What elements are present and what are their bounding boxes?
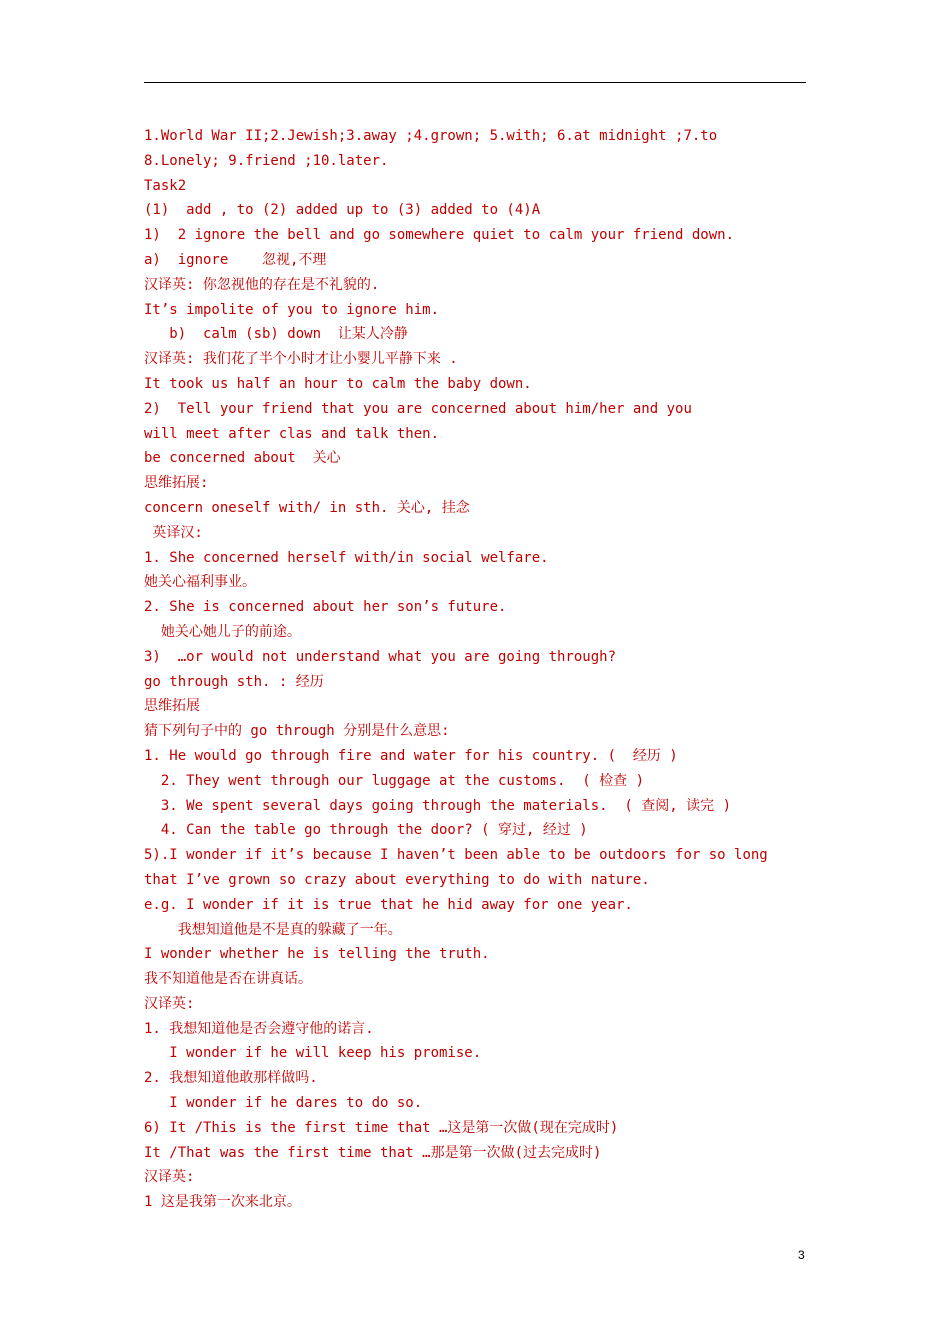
text-line: will meet after clas and talk then.	[144, 425, 440, 442]
text-line: It /That was the first time that …那是第一次做(过去完成时)	[144, 1144, 602, 1161]
text-line: 5).I wonder if it’s because I haven’t been able to be outdoors for so long	[144, 847, 768, 864]
text-line: 猜下列句子中的 go through 分别是什么意思:	[144, 723, 450, 740]
text-line: 2) Tell your friend that you are concerned about him/her and you	[144, 400, 692, 417]
text-line: 思维拓展	[144, 698, 200, 715]
text-line: 2. 我想知道他敢那样做吗.	[144, 1070, 318, 1087]
text-line: 汉译英:	[144, 1169, 195, 1186]
text-line: It’s impolite of you to ignore him.	[144, 301, 440, 318]
text-line: I wonder whether he is telling the truth.	[144, 946, 490, 963]
text-line: It took us half an hour to calm the baby down.	[144, 375, 532, 392]
text-line: 汉译英: 我们花了半个小时才让小婴儿平静下来 .	[144, 351, 458, 368]
text-line: e.g. I wonder if it is true that he hid away for one year.	[144, 896, 633, 913]
page-number: 3	[798, 1248, 805, 1262]
text-line: 思维拓展:	[144, 475, 209, 492]
text-line: 2. She is concerned about her son’s future.	[144, 599, 507, 616]
text-line: b) calm (sb) down 让某人冷静	[144, 326, 408, 343]
text-line: 我想知道他是不是真的躲藏了一年。	[144, 921, 402, 938]
text-line: 3. We spent several days going through the materials. ( 查阅, 读完 )	[144, 797, 732, 814]
text-line: 她关心她儿子的前途。	[144, 623, 301, 640]
text-line: 1 这是我第一次来北京。	[144, 1194, 301, 1211]
text-line: 汉译英:	[144, 995, 195, 1012]
text-line: be concerned about 关心	[144, 450, 341, 467]
text-line: 8.Lonely; 9.friend ;10.later.	[144, 152, 389, 169]
text-line: 1) 2 ignore the bell and go somewhere quiet to calm your friend down.	[144, 227, 735, 244]
text-line: concern oneself with/ in sth. 关心, 挂念	[144, 499, 470, 516]
text-line: 1.World War II;2.Jewish;3.away ;4.grown; 5.with; 6.at midnight ;7.to	[144, 128, 718, 144]
text-line: 2. They went through our luggage at the customs. ( 检查 )	[144, 772, 645, 789]
text-line: 她关心福利事业。	[144, 574, 256, 591]
text-line: I wonder if he will keep his promise.	[144, 1045, 482, 1062]
text-line: 6) It /This is the first time that …这是第一次做(现在完成时)	[144, 1119, 619, 1136]
text-line: Task2	[144, 177, 187, 194]
text-line: I wonder if he dares to do so.	[144, 1095, 423, 1112]
text-line: that I’ve grown so crazy about everything to do with nature.	[144, 871, 650, 888]
text-line: 3) …or would not understand what you are going through?	[144, 648, 617, 665]
text-line: 1. He would go through fire and water for his country. ( 经历 )	[144, 747, 678, 764]
header-rule	[144, 82, 806, 83]
text-line: a) ignore 忽视,不理	[144, 251, 327, 268]
text-line: 4. Can the table go through the door? ( 穿过, 经过 )	[144, 822, 588, 839]
text-line: 1. She concerned herself with/in social welfare.	[144, 549, 549, 566]
text-line: 我不知道他是否在讲真话。	[144, 971, 312, 988]
document-body	[144, 124, 824, 1215]
text-line: 汉译英: 你忽视他的存在是不礼貌的.	[144, 276, 380, 293]
text-line: go through sth. : 经历	[144, 673, 324, 690]
text-line: 英译汉:	[144, 524, 203, 541]
text-line: 1. 我想知道他是否会遵守他的诺言.	[144, 1020, 374, 1037]
text-line: (1) add , to (2) added up to (3) added to (4)A	[144, 202, 541, 219]
